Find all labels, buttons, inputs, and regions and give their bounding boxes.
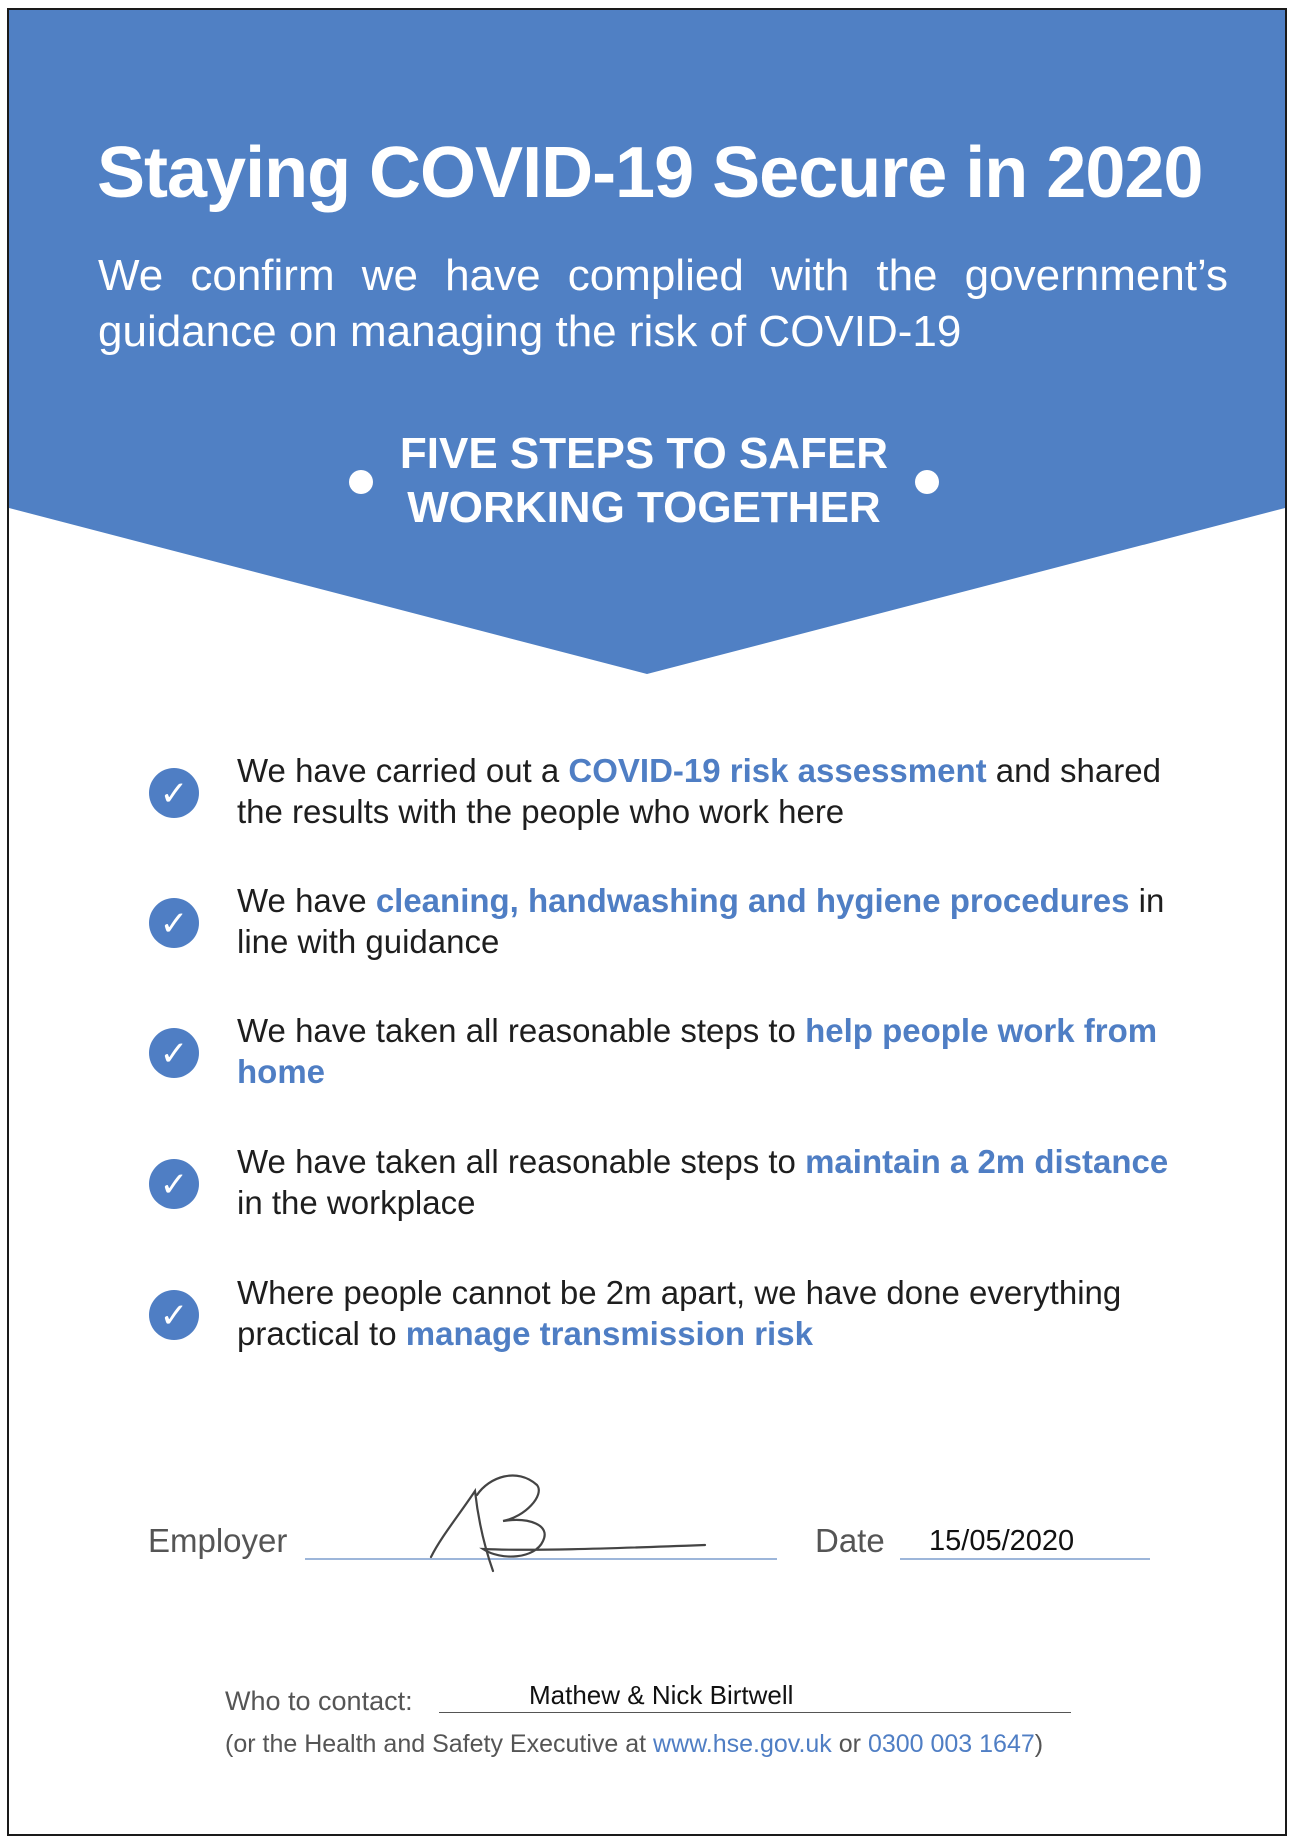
item-text-highlight: maintain a 2m distance <box>805 1143 1169 1180</box>
page-title: Staying COVID-19 Secure in 2020 <box>97 133 1203 213</box>
checklist-item-text <box>237 1272 1187 1354</box>
date-line <box>900 1558 1150 1560</box>
checklist-item <box>149 1272 1209 1372</box>
footer-text: or <box>831 1730 868 1758</box>
checklist-item-text <box>237 1010 1187 1092</box>
checklist-item <box>149 1010 1209 1110</box>
checklist-item <box>149 880 1209 980</box>
checklist-item <box>149 750 1209 850</box>
checkmark-icon: ✓ <box>149 1028 199 1078</box>
checklist-item-text <box>237 1141 1187 1223</box>
item-text-plain: We have carried out a <box>237 752 569 789</box>
item-text-plain: and shared the results with the people who work here <box>237 752 1161 830</box>
page-subtitle: We confirm we have complied with the government’s guidance on managing the risk of COVID-19 <box>98 251 1228 356</box>
item-text-highlight: COVID-19 risk assessment <box>568 752 987 789</box>
contact-line <box>439 1712 1071 1713</box>
item-text-plain: We have taken all reasonable steps to <box>237 1012 806 1049</box>
poster <box>7 8 1287 1836</box>
bullet-dot-right <box>915 470 939 494</box>
date-value: 15/05/2020 <box>929 1525 1075 1557</box>
date-label: Date <box>815 1522 885 1559</box>
item-text-plain: Where people cannot be 2m apart, we have done everything practical to <box>237 1274 1122 1352</box>
item-text-plain: in the workplace <box>237 1184 476 1221</box>
footer-note <box>225 1730 1043 1759</box>
checklist-item-text <box>237 750 1187 832</box>
contact-label: Who to contact: <box>225 1686 413 1716</box>
checkmark-icon: ✓ <box>149 1290 199 1340</box>
checklist-item <box>149 1141 1209 1241</box>
hse-website-link[interactable]: www.hse.gov.uk <box>653 1730 832 1758</box>
contact-value: Mathew & Nick Birtwell <box>529 1680 794 1710</box>
checkmark-icon: ✓ <box>149 1159 199 1209</box>
item-text-highlight: cleaning, handwashing and hygiene procedures <box>375 882 1130 919</box>
footer-text: ) <box>1034 1730 1044 1758</box>
checkmark-icon: ✓ <box>149 898 199 948</box>
handwritten-signature <box>419 1465 719 1575</box>
hse-phone-link[interactable]: 0300 003 1647 <box>867 1730 1035 1758</box>
item-text-plain: in line with guidance <box>237 882 1165 960</box>
footer-text: (or the Health and Safety Executive at <box>225 1730 654 1758</box>
employer-label: Employer <box>148 1522 288 1559</box>
item-text-highlight: help people work from home <box>237 1012 1158 1090</box>
item-text-plain: We have <box>237 882 376 919</box>
checkmark-icon: ✓ <box>149 768 199 818</box>
steps-heading: FIVE STEPS TO SAFER WORKING TOGETHER <box>399 429 889 532</box>
checklist-item-text <box>237 880 1187 962</box>
item-text-highlight: manage transmission risk <box>405 1315 813 1352</box>
item-text-plain: We have taken all reasonable steps to <box>237 1143 806 1180</box>
